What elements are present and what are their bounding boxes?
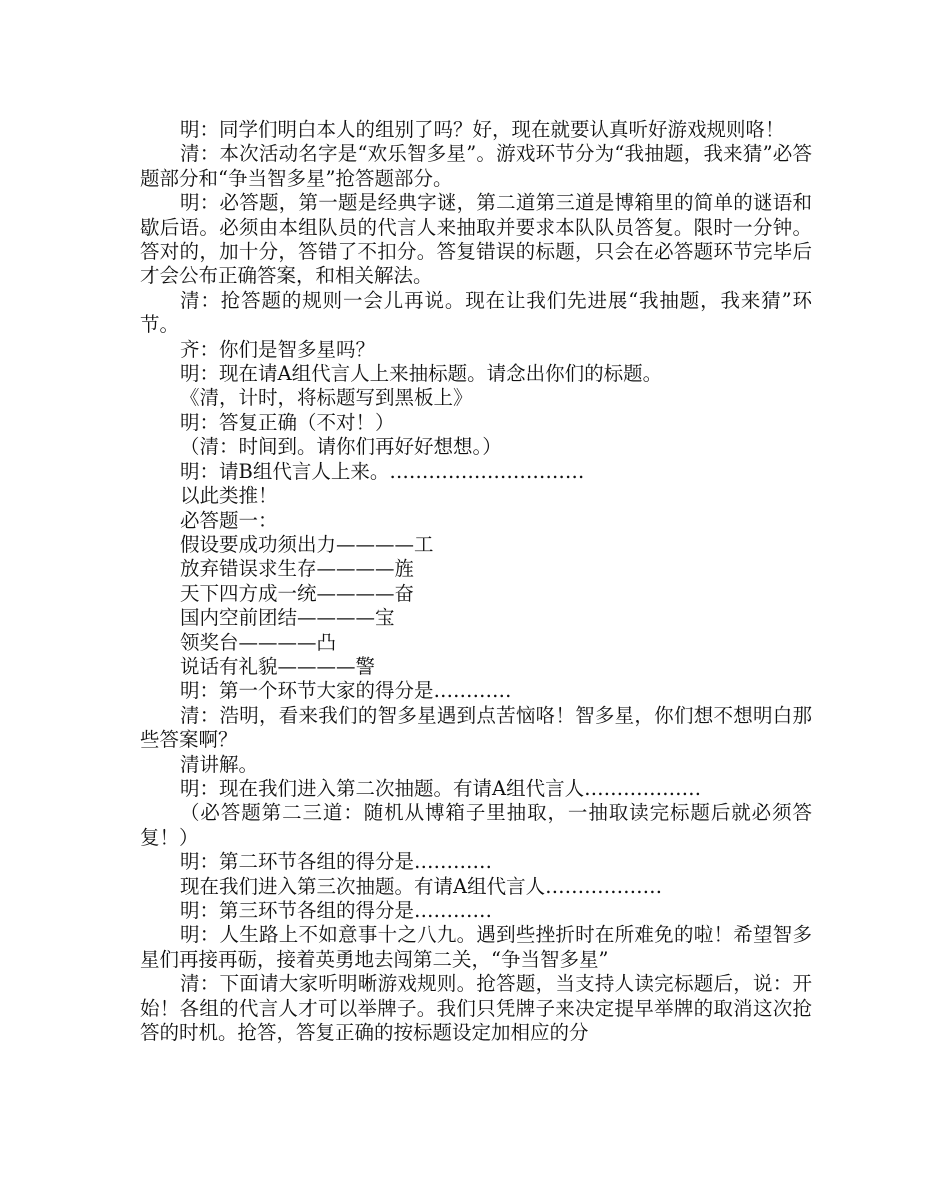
riddle-item: 放弃错误求生存————旌 xyxy=(180,557,415,581)
riddle-item: 国内空前团结————宝 xyxy=(180,606,395,630)
paragraph-quick-answer-rules: 清：下面请大家听明晰游戏规则。抢答题，当支持人读完标题后，说：开始！各组的代言人才可以举牌子。我们只凭牌子来决定提早举牌的取消这次抢答的时机。抢答，答复正确的按标题设定加相应的分 xyxy=(140,972,812,1045)
paragraph-question-one-heading: 必答题一： xyxy=(180,508,278,532)
paragraph-all-together: 齐：你们是智多星吗？ xyxy=(180,337,376,361)
paragraph-quick-answer-later: 清：抢答题的规则一会儿再说。现在让我们先进展“我抽题，我来猜”环节。 xyxy=(140,288,812,337)
paragraph-activity-name: 清：本次活动名字是“欢乐智多星”。游戏环节分为“我抽题，我来猜”必答题部分和“争当智多星”抢答题部分。 xyxy=(140,142,812,190)
document-page xyxy=(140,118,812,1045)
paragraph-and-so-on: 以此类推！ xyxy=(180,484,278,508)
riddle-item: 领奖台————凸 xyxy=(180,630,337,654)
riddle-item: 天下四方成一统————奋 xyxy=(180,581,415,605)
paragraph-round-one-score: 明：第一个环节大家的得分是………… xyxy=(180,679,512,703)
paragraph-round-two-score: 明：第二环节各组的得分是………… xyxy=(180,850,493,874)
paragraph-rules-intro: 明：同学们明白本人的组别了吗？好，现在就要认真听好游戏规则咯！ xyxy=(180,118,785,141)
paragraph-timer-note: 《清，计时，将标题写到黑板上》 xyxy=(180,386,473,410)
paragraph-qing-explains: 清讲解。 xyxy=(180,752,259,776)
paragraph-answers-question: 清：浩明，看来我们的智多星遇到点苦恼咯！智多星，你们想不想明白那些答案啊？ xyxy=(140,703,812,752)
riddle-item: 说话有礼貌————警 xyxy=(180,654,376,678)
paragraph-third-draw: 现在我们进入第三次抽题。有请A组代言人……………… xyxy=(180,874,663,898)
riddle-item: 假设要成功须出力————工 xyxy=(180,532,434,556)
paragraph-answer-correct: 明：答复正确（不对！） xyxy=(180,410,395,434)
paragraph-encouragement: 明：人生路上不如意事十之八九。遇到些挫折时在所难免的啦！希望智多星们再接再砺，接着英勇地去闯第二关，“争当智多星” xyxy=(140,923,812,971)
paragraph-second-draw: 明：现在我们进入第二次抽题。有请A组代言人……………… xyxy=(180,776,702,800)
paragraph-second-third-note: （必答题第二三道：随机从博箱子里抽取，一抽取读完标题后就必须答复！） xyxy=(140,801,812,849)
paragraph-round-three-score: 明：第三环节各组的得分是………… xyxy=(180,899,493,922)
paragraph-group-b-draw: 明：请B组代言人上来。………………………… xyxy=(180,459,585,483)
paragraph-time-up: （清：时间到。请你们再好好想想。） xyxy=(180,435,502,459)
paragraph-group-a-draw: 明：现在请A组代言人上来抽标题。请念出你们的标题。 xyxy=(180,362,663,386)
paragraph-required-questions: 明：必答题，第一题是经典字谜，第二道第三道是博箱里的简单的谜语和歇后语。必须由本组队员的代言人来抽取并要求本队队员答复。限时一分钟。答对的，加十分，答错了不扣分。答复错误的标题，只会在必答题环节完毕后才会公布正确答案，和相关解法。 xyxy=(140,191,812,288)
